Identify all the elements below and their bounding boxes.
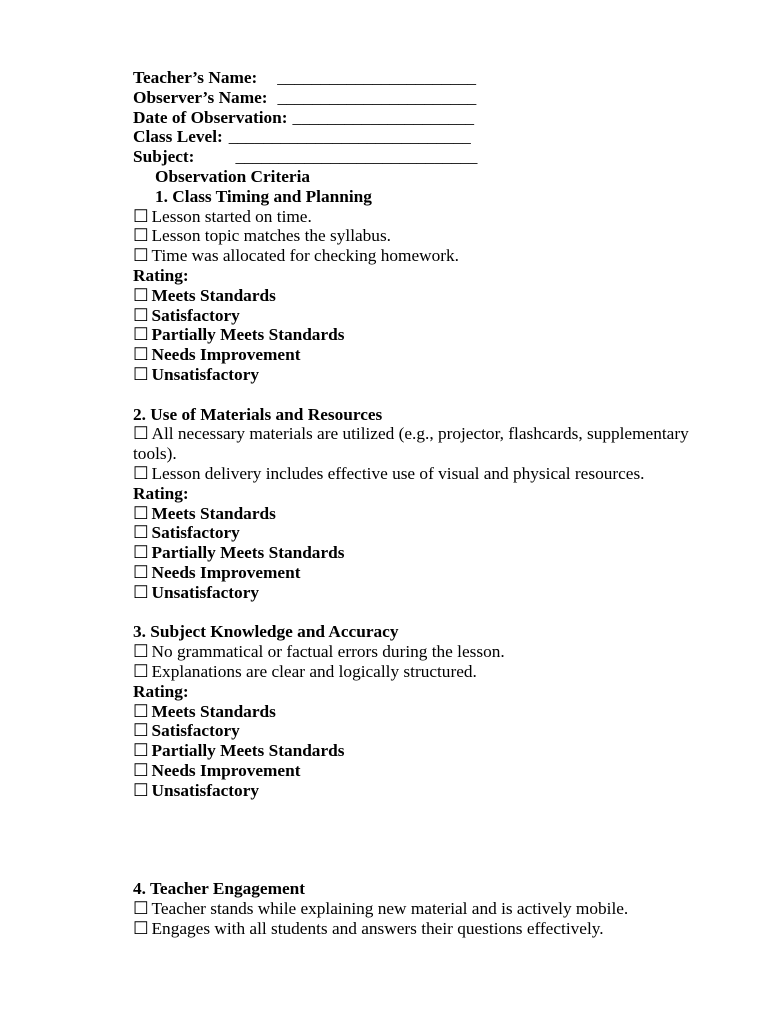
rating-option[interactable] <box>133 563 693 583</box>
section-title: 2. Use of Materials and Resources <box>133 404 383 424</box>
checkbox-icon[interactable]: ☐ <box>133 721 149 741</box>
criterion-item[interactable] <box>133 226 693 246</box>
rating-option[interactable] <box>133 325 693 345</box>
criterion-label: Time was allocated for checking homework. <box>151 246 459 266</box>
checkbox-icon[interactable]: ☐ <box>133 285 149 305</box>
rating-option[interactable] <box>133 583 693 603</box>
checkbox-icon[interactable]: ☐ <box>133 305 149 325</box>
field-blank-line[interactable]: ____________________________ <box>235 147 478 167</box>
field-label: Teacher’s Name: <box>133 68 258 87</box>
rating-option-label: Needs Improvement <box>151 345 301 365</box>
rating-option-label: Meets Standards <box>151 701 276 721</box>
criterion-item[interactable] <box>133 662 693 682</box>
rating-option[interactable] <box>133 702 693 722</box>
section-title: 3. Subject Knowledge and Accuracy <box>133 622 399 642</box>
rating-option-label: Unsatisfactory <box>151 582 260 602</box>
criterion-item[interactable] <box>133 207 693 227</box>
checkbox-icon[interactable]: ☐ <box>133 325 149 345</box>
rating-option-label: Unsatisfactory <box>151 780 260 800</box>
checkbox-icon[interactable]: ☐ <box>133 701 149 721</box>
field-blank-line[interactable]: _____________________ <box>292 107 474 127</box>
criteria-title: Observation Criteria <box>155 166 311 186</box>
rating-option[interactable] <box>133 504 693 524</box>
checkbox-icon[interactable]: ☐ <box>133 345 149 365</box>
rating-option[interactable] <box>133 781 693 801</box>
checkbox-icon[interactable]: ☐ <box>133 780 149 800</box>
criterion-label: Teacher stands while explaining new material and is actively mobile. <box>151 899 629 919</box>
checkbox-icon[interactable]: ☐ <box>133 463 149 483</box>
checkbox-icon[interactable]: ☐ <box>133 424 149 444</box>
checkbox-icon[interactable]: ☐ <box>133 246 149 266</box>
field-label: Class Level: <box>133 127 223 147</box>
rating-option[interactable] <box>133 543 693 563</box>
checkbox-icon[interactable]: ☐ <box>133 543 149 563</box>
rating-option-label: Partially Meets Standards <box>151 741 345 761</box>
rating-option-label: Partially Meets Standards <box>151 325 345 345</box>
spacer <box>133 800 693 879</box>
criterion-item[interactable] <box>133 642 693 662</box>
checkbox-icon[interactable]: ☐ <box>133 226 149 246</box>
checkbox-icon[interactable]: ☐ <box>133 642 149 662</box>
rating-option-label: Partially Meets Standards <box>151 543 345 563</box>
rating-label: Rating: <box>133 681 189 701</box>
checkbox-icon[interactable]: ☐ <box>133 206 149 226</box>
criterion-label: Lesson delivery includes effective use of visual and physical resources. <box>151 463 645 483</box>
spacer <box>133 385 693 405</box>
teacher-name-field[interactable] <box>133 68 693 88</box>
rating-option-label: Satisfactory <box>151 305 240 325</box>
observer-name-field[interactable] <box>133 88 693 108</box>
rating-label: Rating: <box>133 265 189 285</box>
rating-option[interactable] <box>133 721 693 741</box>
checkbox-icon[interactable]: ☐ <box>133 582 149 602</box>
criterion-item[interactable] <box>133 246 693 266</box>
field-label: Subject: <box>133 147 195 167</box>
rating-option[interactable] <box>133 741 693 761</box>
subject-field[interactable] <box>133 147 693 167</box>
observation-form <box>133 68 693 939</box>
field-blank-line[interactable]: _______________________ <box>277 68 477 87</box>
criterion-item[interactable] <box>133 899 693 919</box>
rating-option[interactable] <box>133 286 693 306</box>
rating-option-label: Satisfactory <box>151 523 240 543</box>
criterion-label: No grammatical or factual errors during the lesson. <box>151 642 505 662</box>
rating-option-label: Needs Improvement <box>151 760 301 780</box>
field-label: Observer’s Name: <box>133 87 268 107</box>
section-title: 4. Teacher Engagement <box>133 879 306 899</box>
checkbox-icon[interactable]: ☐ <box>133 760 149 780</box>
field-blank-line[interactable]: ____________________________ <box>228 127 471 147</box>
spacer <box>133 603 693 623</box>
rating-option-label: Unsatisfactory <box>151 364 260 384</box>
class-level-field[interactable] <box>133 127 693 147</box>
field-label: Date of Observation: <box>133 107 288 127</box>
rating-label: Rating: <box>133 483 189 503</box>
criterion-label: All necessary materials are utilized (e.g., projector, flashcards, supplementary tools). <box>133 424 689 464</box>
checkbox-icon[interactable]: ☐ <box>133 503 149 523</box>
checkbox-icon[interactable]: ☐ <box>133 562 149 582</box>
checkbox-icon[interactable]: ☐ <box>133 523 149 543</box>
criterion-label: Explanations are clear and logically structured. <box>151 661 477 681</box>
criterion-item[interactable] <box>133 919 693 939</box>
checkbox-icon[interactable]: ☐ <box>133 661 149 681</box>
criterion-label: Lesson topic matches the syllabus. <box>151 226 391 246</box>
rating-option[interactable] <box>133 523 693 543</box>
checkbox-icon[interactable]: ☐ <box>133 364 149 384</box>
criterion-item[interactable] <box>133 464 693 484</box>
checkbox-icon[interactable]: ☐ <box>133 741 149 761</box>
criterion-item[interactable] <box>133 424 693 464</box>
criterion-label: Engages with all students and answers their questions effectively. <box>151 919 604 939</box>
section-title: 1. Class Timing and Planning <box>155 186 372 206</box>
rating-option-label: Satisfactory <box>151 721 240 741</box>
rating-option[interactable] <box>133 761 693 781</box>
rating-option-label: Needs Improvement <box>151 562 301 582</box>
checkbox-icon[interactable]: ☐ <box>133 899 149 919</box>
field-blank-line[interactable]: _______________________ <box>277 87 477 107</box>
date-of-observation-field[interactable] <box>133 108 693 128</box>
rating-option[interactable] <box>133 365 693 385</box>
rating-option-label: Meets Standards <box>151 285 276 305</box>
criterion-label: Lesson started on time. <box>151 206 312 226</box>
rating-option[interactable] <box>133 306 693 326</box>
rating-option-label: Meets Standards <box>151 503 276 523</box>
rating-option[interactable] <box>133 345 693 365</box>
checkbox-icon[interactable]: ☐ <box>133 919 149 939</box>
